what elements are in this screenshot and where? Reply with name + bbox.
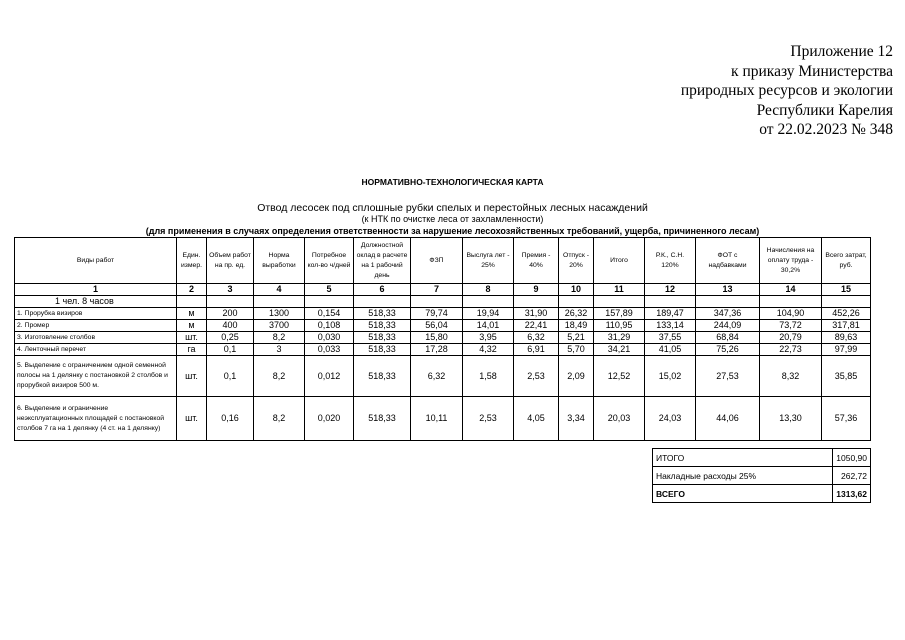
table-cell: 56,04 xyxy=(411,320,463,332)
column-header: Объем работ на пр. ед. xyxy=(207,238,254,284)
empty-cell xyxy=(822,296,871,308)
work-type-cell: 3. Изготовление столбов xyxy=(15,332,177,344)
column-number: 2 xyxy=(177,284,207,296)
table-cell: 0,16 xyxy=(207,397,254,441)
appendix-line: от 22.02.2023 № 348 xyxy=(759,121,893,138)
overhead-value: 262,72 xyxy=(833,467,871,485)
table-cell: 3 xyxy=(254,344,305,356)
table-cell: 75,26 xyxy=(696,344,760,356)
table-cell: 8,32 xyxy=(760,356,822,397)
work-type-cell: 6. Выделение и ограничение неэксплуатационных площадей с постановкой столбов 7 га на 1 делянку (4 ст. на 1 делянку) xyxy=(15,397,177,441)
column-header: Виды работ xyxy=(15,238,177,284)
table-cell: 518,33 xyxy=(354,397,411,441)
empty-cell xyxy=(514,296,559,308)
grand-total-label: ВСЕГО xyxy=(653,485,833,503)
total-row xyxy=(653,449,871,467)
column-number: 3 xyxy=(207,284,254,296)
table-cell: 0,1 xyxy=(207,344,254,356)
table-cell: 15,02 xyxy=(645,356,696,397)
table-cell: 22,41 xyxy=(514,320,559,332)
table-cell: 400 xyxy=(207,320,254,332)
table-cell: 0,020 xyxy=(305,397,354,441)
table-cell: 13,30 xyxy=(760,397,822,441)
table-cell: 18,49 xyxy=(559,320,594,332)
totals-table xyxy=(652,448,871,503)
column-number: 8 xyxy=(463,284,514,296)
total-label: ИТОГО xyxy=(653,449,833,467)
column-number: 13 xyxy=(696,284,760,296)
table-cell: 19,94 xyxy=(463,308,514,320)
table-cell: 200 xyxy=(207,308,254,320)
table-cell: 35,85 xyxy=(822,356,871,397)
table-cell: шт. xyxy=(177,397,207,441)
column-header: Начисления на оплату труда - 30,2% xyxy=(760,238,822,284)
column-number: 12 xyxy=(645,284,696,296)
table-row xyxy=(15,332,871,344)
column-header: Итого xyxy=(594,238,645,284)
document-title: НОРМАТИВНО-ТЕХНОЛОГИЧЕСКАЯ КАРТА xyxy=(361,177,544,187)
table-cell: 0,154 xyxy=(305,308,354,320)
table-cell: 518,33 xyxy=(354,356,411,397)
column-header: Норма выработки xyxy=(254,238,305,284)
table-cell: 2,53 xyxy=(514,356,559,397)
table-cell: 97,99 xyxy=(822,344,871,356)
table-cell: 57,36 xyxy=(822,397,871,441)
table-cell: 6,32 xyxy=(411,356,463,397)
empty-cell xyxy=(594,296,645,308)
column-header: Должностной оклад в расчете на 1 рабочий день xyxy=(354,238,411,284)
table-cell: 20,79 xyxy=(760,332,822,344)
column-header: Отпуск - 20% xyxy=(559,238,594,284)
empty-cell xyxy=(760,296,822,308)
table-cell: м xyxy=(177,320,207,332)
table-cell: 4,32 xyxy=(463,344,514,356)
empty-cell xyxy=(411,296,463,308)
table-cell: 41,05 xyxy=(645,344,696,356)
table-row xyxy=(15,397,871,441)
table-cell: 157,89 xyxy=(594,308,645,320)
appendix-line: Республики Карелия xyxy=(756,101,893,119)
table-row xyxy=(15,356,871,397)
table-cell: 3700 xyxy=(254,320,305,332)
table-cell: 31,90 xyxy=(514,308,559,320)
table-cell: 17,28 xyxy=(411,344,463,356)
table-row xyxy=(15,308,871,320)
table-cell: 8,2 xyxy=(254,356,305,397)
table-cell: 89,63 xyxy=(822,332,871,344)
column-number: 11 xyxy=(594,284,645,296)
table-cell: 12,52 xyxy=(594,356,645,397)
header-row xyxy=(15,238,871,284)
work-type-cell: 1. Прорубка визиров xyxy=(15,308,177,320)
table-cell: 110,95 xyxy=(594,320,645,332)
empty-cell xyxy=(207,296,254,308)
empty-cell xyxy=(645,296,696,308)
table-cell: 15,80 xyxy=(411,332,463,344)
tech-card-table xyxy=(14,237,871,441)
table-cell: 37,55 xyxy=(645,332,696,344)
table-cell: 22,73 xyxy=(760,344,822,356)
table-cell: 452,26 xyxy=(822,308,871,320)
table-cell: 133,14 xyxy=(645,320,696,332)
column-number: 14 xyxy=(760,284,822,296)
column-number: 4 xyxy=(254,284,305,296)
overhead-row xyxy=(653,467,871,485)
caption-row xyxy=(15,296,871,308)
column-header: Всего затрат, руб. xyxy=(822,238,871,284)
table-cell: 68,84 xyxy=(696,332,760,344)
empty-cell xyxy=(354,296,411,308)
table-cell: 27,53 xyxy=(696,356,760,397)
table-cell: м xyxy=(177,308,207,320)
table-cell: га xyxy=(177,344,207,356)
table-cell: 2,09 xyxy=(559,356,594,397)
crew-caption: 1 чел. 8 часов xyxy=(15,296,177,308)
table-cell: 79,74 xyxy=(411,308,463,320)
document-subtitle: Отвод лесосек под сплошные рубки спелых и перестойных лесных насаждений xyxy=(257,202,648,214)
table-cell: 8,2 xyxy=(254,332,305,344)
empty-cell xyxy=(305,296,354,308)
appendix-reference xyxy=(681,42,893,140)
column-number: 5 xyxy=(305,284,354,296)
column-header: Р.К., С.Н. 120% xyxy=(645,238,696,284)
table-cell: 518,33 xyxy=(354,308,411,320)
table-cell: 2,53 xyxy=(463,397,514,441)
table-cell: 0,25 xyxy=(207,332,254,344)
table-cell: шт. xyxy=(177,356,207,397)
column-number: 15 xyxy=(822,284,871,296)
table-cell: 6,32 xyxy=(514,332,559,344)
appendix-line: Приложение 12 xyxy=(790,43,893,60)
table-cell: 317,81 xyxy=(822,320,871,332)
table-cell: 1300 xyxy=(254,308,305,320)
table-cell: 20,03 xyxy=(594,397,645,441)
column-number: 10 xyxy=(559,284,594,296)
table-cell: 10,11 xyxy=(411,397,463,441)
column-header: Премия - 40% xyxy=(514,238,559,284)
column-number: 9 xyxy=(514,284,559,296)
column-number: 1 xyxy=(15,284,177,296)
table-cell: 104,90 xyxy=(760,308,822,320)
table-cell: 31,29 xyxy=(594,332,645,344)
column-header: ФЗП xyxy=(411,238,463,284)
table-cell: 518,33 xyxy=(354,344,411,356)
table-cell: 4,05 xyxy=(514,397,559,441)
table-cell: 3,95 xyxy=(463,332,514,344)
empty-cell xyxy=(463,296,514,308)
table-cell: 24,03 xyxy=(645,397,696,441)
appendix-line: к приказу Министерства xyxy=(731,62,893,80)
document-subtitle-purpose: (для применения в случаях определения ответственности за нарушение лесохозяйственных требований, ущерба, причиненного лесам) xyxy=(145,226,760,236)
work-type-cell: 2. Промер xyxy=(15,320,177,332)
appendix-line: природных ресурсов и экологии xyxy=(680,82,893,99)
table-cell: 5,21 xyxy=(559,332,594,344)
empty-cell xyxy=(559,296,594,308)
table-cell: 3,34 xyxy=(559,397,594,441)
table-cell: 518,33 xyxy=(354,320,411,332)
table-cell: 244,09 xyxy=(696,320,760,332)
column-number-row xyxy=(15,284,871,296)
table-cell: 44,06 xyxy=(696,397,760,441)
table-cell: 189,47 xyxy=(645,308,696,320)
table-cell: 73,72 xyxy=(760,320,822,332)
table-row xyxy=(15,320,871,332)
column-header: ФОТ с надбавками xyxy=(696,238,760,284)
column-number: 6 xyxy=(354,284,411,296)
table-cell: 0,108 xyxy=(305,320,354,332)
table-cell: 0,012 xyxy=(305,356,354,397)
table-row xyxy=(15,344,871,356)
column-header: Потребное кол-во ч/дней xyxy=(305,238,354,284)
table-cell: 5,70 xyxy=(559,344,594,356)
table-cell: 26,32 xyxy=(559,308,594,320)
table-cell: 34,21 xyxy=(594,344,645,356)
empty-cell xyxy=(696,296,760,308)
column-header: Выслуга лет - 25% xyxy=(463,238,514,284)
column-number: 7 xyxy=(411,284,463,296)
overhead-label: Накладные расходы 25% xyxy=(653,467,833,485)
document-subtitle-note: (к НТК по очистке леса от захламленности) xyxy=(361,214,544,224)
column-header: Един. измер. xyxy=(177,238,207,284)
table-cell: 0,030 xyxy=(305,332,354,344)
work-type-cell: 5. Выделение с ограничением одной семенной полосы на 1 делянку с постановкой 2 столбов и прорубкой визиров 500 м. xyxy=(15,356,177,397)
table-cell: шт. xyxy=(177,332,207,344)
table-cell: 8,2 xyxy=(254,397,305,441)
work-type-cell: 4. Ленточный перечет xyxy=(15,344,177,356)
table-cell: 6,91 xyxy=(514,344,559,356)
grand-total-value: 1313,62 xyxy=(833,485,871,503)
grand-total-row xyxy=(653,485,871,503)
table-cell: 347,36 xyxy=(696,308,760,320)
table-cell: 14,01 xyxy=(463,320,514,332)
table-cell: 1,58 xyxy=(463,356,514,397)
total-value: 1050,90 xyxy=(833,449,871,467)
empty-cell xyxy=(177,296,207,308)
table-cell: 518,33 xyxy=(354,332,411,344)
table-cell: 0,033 xyxy=(305,344,354,356)
empty-cell xyxy=(254,296,305,308)
table-cell: 0,1 xyxy=(207,356,254,397)
